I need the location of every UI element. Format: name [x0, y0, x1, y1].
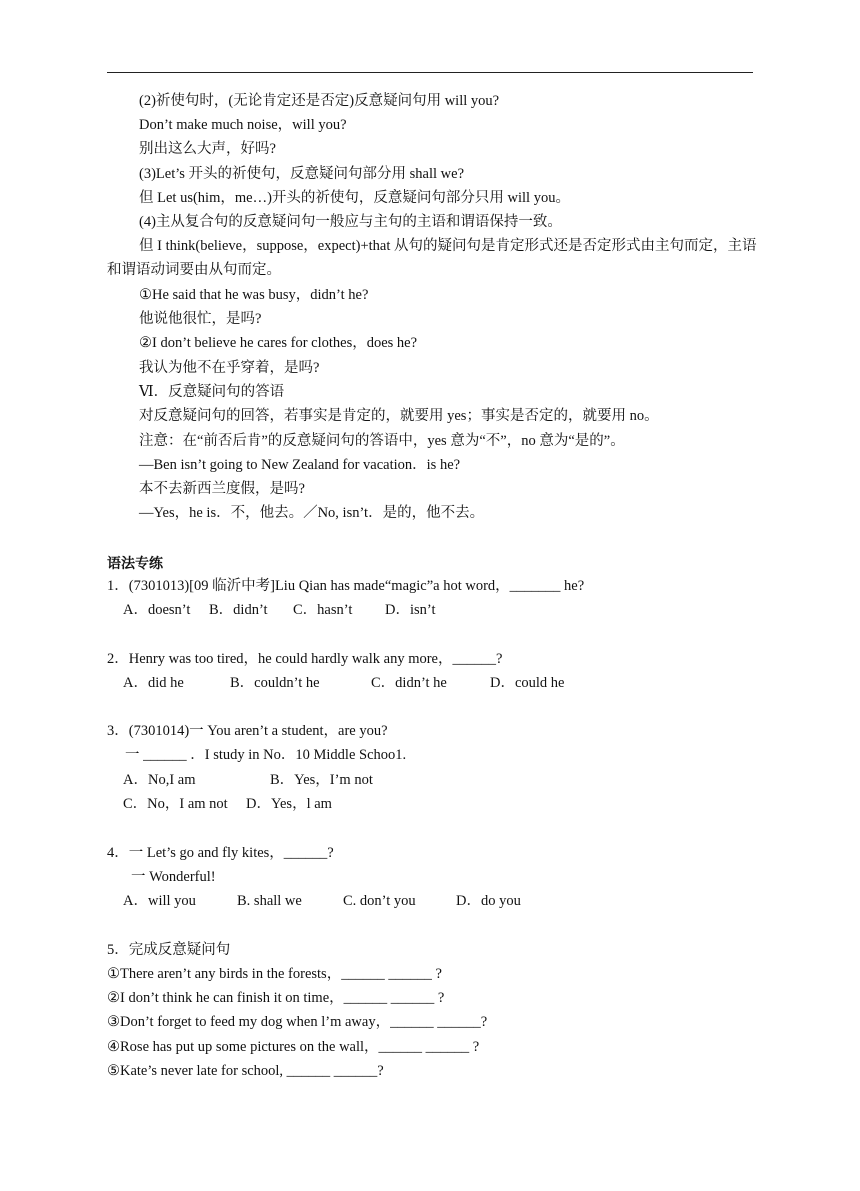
question-4-options	[123, 891, 521, 911]
fill-item: ③Don’t forget to feed my dog when l’m away，______ ______?	[107, 1014, 488, 1030]
note-line: 对反意疑问句的回答，若事实是肯定的，就要用 yes；事实是否定的，就要用 no。	[139, 408, 659, 424]
note-line: —Ben isn’t going to New Zealand for vacation．is he?	[139, 457, 461, 473]
note-line: (4)主从复合句的反意疑问句一般应与主句的主语和谓语保持一致。	[139, 214, 562, 230]
option: A．doesn’t	[123, 602, 191, 618]
option: C．didn’t he	[371, 675, 447, 691]
note-line: ①He said that he was busy，didn’t he?	[139, 287, 369, 303]
note-line: 别出这么大声，好吗?	[139, 141, 276, 157]
question-2: 2．Henry was too tired，he could hardly walk any more，______?	[107, 651, 503, 667]
option: D．Yes，l am	[246, 796, 332, 812]
question-4-reply: 一 Wonderful!	[131, 869, 216, 885]
option: A．did he	[123, 675, 184, 691]
option: B．Yes，I’m not	[270, 772, 373, 788]
note-line: 注意：在“前否后肯”的反意疑问句的答语中，yes 意为“不”，no 意为“是的”。	[139, 433, 625, 449]
note-line: 我认为他不在乎穿着，是吗?	[139, 360, 320, 376]
option: C．hasn’t	[293, 602, 353, 618]
note-line: Ⅵ．反意疑问句的答语	[139, 384, 285, 400]
question-1: 1．(7301013)[09 临沂中考]Liu Qian has made“magic”a hot word，_______ he?	[107, 578, 585, 594]
option: A．will you	[123, 893, 196, 909]
option: B．didn’t	[209, 602, 268, 618]
question-3: 3．(7301014)一 You aren’t a student，are you?	[107, 723, 388, 739]
header-rule	[107, 72, 753, 73]
option: B. shall we	[237, 893, 302, 909]
option: B．couldn’t he	[230, 675, 320, 691]
question-1-options	[123, 600, 436, 620]
question-2-options	[123, 673, 565, 693]
option: C. don’t you	[343, 893, 416, 909]
question-3-reply: 一 ______ ．I study in No．10 Middle Schoo1.	[125, 747, 407, 763]
question-3-options	[123, 770, 373, 790]
section-heading: 语法专练	[107, 556, 163, 572]
note-line: Don’t make much noise，will you?	[139, 117, 347, 133]
note-line: (3)Let’s 开头的祈使句，反意疑问句部分用 shall we?	[139, 166, 465, 182]
option: C．No，I am not	[123, 796, 228, 812]
note-line: (2)祈使句时，(无论肯定还是否定)反意疑问句用 will you?	[139, 93, 500, 109]
note-paragraph: 但 I think(believe，suppose，expect)+that 从句的疑问句是肯定形式还是否定形式由主句而定，主语和谓语动词要由从句而定。	[107, 238, 757, 279]
fill-item: ④Rose has put up some pictures on the wall，______ ______ ?	[107, 1039, 480, 1055]
note-line: 他说他很忙，是吗?	[139, 311, 262, 327]
fill-item: ②I don’t think he can finish it on time，______ ______ ?	[107, 990, 445, 1006]
note-line: —Yes，he is．不，他去。／No, isn’t．是的，他不去。	[139, 505, 485, 521]
option: D．could he	[490, 675, 565, 691]
question-5: 5．完成反意疑问句	[107, 942, 231, 958]
note-line: 但 Let us(him，me…)开头的祈使句，反意疑问句部分只用 will you。	[139, 190, 570, 206]
option: D．isn’t	[385, 602, 436, 618]
option: A．No,I am	[123, 772, 196, 788]
note-line: 本不去新西兰度假，是吗?	[139, 481, 305, 497]
question-4: 4．一 Let’s go and fly kites，______?	[107, 845, 334, 861]
question-3-options	[123, 794, 332, 814]
fill-item: ①There aren’t any birds in the forests，______ ______ ?	[107, 966, 442, 982]
fill-item: ⑤Kate’s never late for school, ______ ______?	[107, 1063, 384, 1079]
option: D．do you	[456, 893, 521, 909]
note-line: ②I don’t believe he cares for clothes，does he?	[139, 335, 418, 351]
